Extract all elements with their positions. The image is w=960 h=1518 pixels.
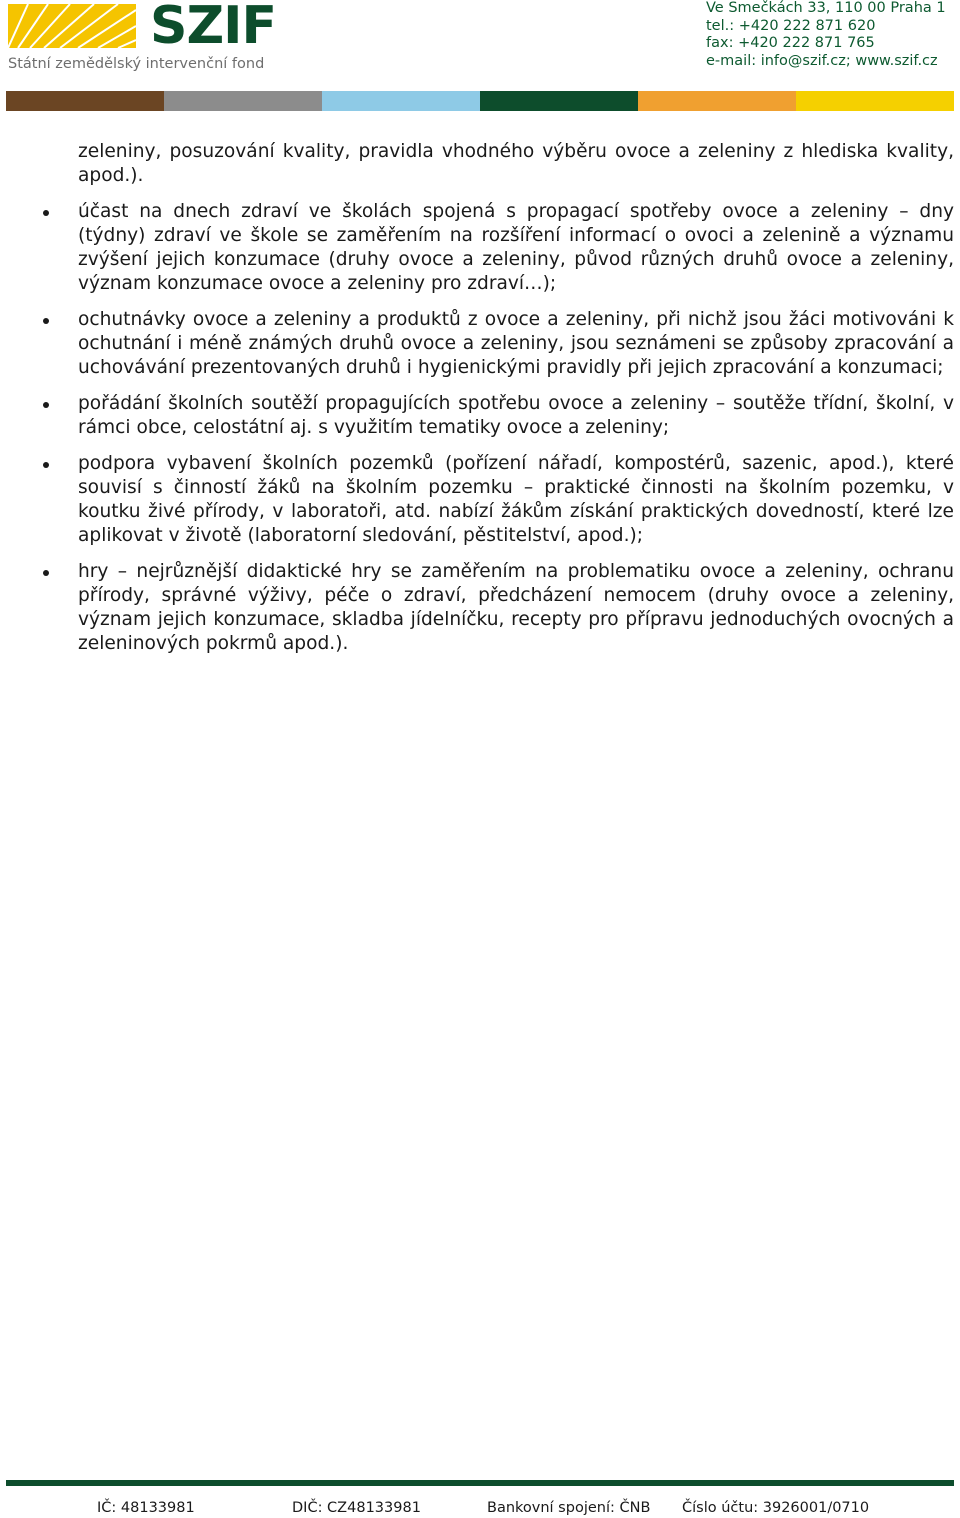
footer-dic: DIČ: CZ48133981 — [292, 1500, 421, 1516]
bullet-icon — [43, 462, 49, 468]
list-item — [78, 452, 954, 548]
list-item-text: ochutnávky ovoce a zeleniny a produktů z ovoce a zeleniny, při nichž jsou žáci motivováni k ochutnání i méně známých druhů ovoce a zeleniny, jsou seznámeni se způsoby zpracování a uchovávání prezentovaných druhů i hygienickými pravidly při jejich zpracování a konzumaci; — [78, 309, 954, 378]
color-segment-orange — [638, 91, 796, 111]
szif-field-logo-icon — [8, 4, 136, 48]
footer-ic: IČ: 48133981 — [97, 1500, 195, 1516]
list-item — [78, 392, 954, 440]
footer-divider — [6, 1480, 954, 1486]
header-color-bar — [6, 91, 954, 111]
list-item-text: pořádání školních soutěží propagujících spotřebu ovoce a zeleniny – soutěže třídní, školní, v rámci obce, celostátní aj. s využitím tematiky ovoce a zeleniny; — [78, 393, 954, 438]
list-item — [78, 308, 954, 380]
document-body — [78, 140, 954, 668]
list-item — [78, 200, 954, 296]
color-segment-gray — [164, 91, 322, 111]
list-item — [78, 560, 954, 656]
footer — [0, 1500, 960, 1518]
contact-email-web: e-mail: info@szif.cz; www.szif.cz — [706, 52, 938, 69]
szif-logo — [8, 2, 278, 74]
logo-wordmark: SZIF — [150, 0, 277, 56]
list-item-text: účast na dnech zdraví ve školách spojená s propagací spotřeby ovoce a zeleniny – dny (týdny) zdraví ve škole se zaměřením na rozšíření informací o ovoci a zelenině a významu zvýšení jejich konzumace (druhy ovoce a zeleniny, původ různých druhů ovoce a zeleniny, význam konzumace ovoce a zeleniny pro zdraví…); — [78, 201, 954, 294]
contact-phone: tel.: +420 222 871 620 — [706, 17, 876, 34]
list-item-text: hry – nejrůznější didaktické hry se zaměřením na problematiku ovoce a zeleniny, ochranu přírody, správné výživy, péče o zdraví, předcházení nemocem (druhy ovoce a zeleniny, význam jejich konzumace, skladba jídelníčku, recepty pro přípravu jednoduchých ovocných a zeleninových pokrmů apod.). — [78, 561, 954, 654]
logo-subtitle: Státní zemědělský intervenční fond — [8, 56, 265, 72]
contact-address: Ve Smečkách 33, 110 00 Praha 1 — [706, 0, 946, 16]
list-item-text: podpora vybavení školních pozemků (pořízení nářadí, kompostérů, sazenic, apod.), které souvisí s činností žáků na školním pozemku – praktické činnosti na školním pozemku, v koutku živé přírody, v laboratoři, atd. nabízí žákům získání praktických dovedností, které lze aplikovat v životě (laboratorní sledování, pěstitelství, apod.); — [78, 453, 954, 546]
bullet-icon — [43, 210, 49, 216]
color-segment-darkgreen — [480, 91, 638, 111]
color-segment-yellow — [796, 91, 954, 111]
footer-bank: Bankovní spojení: ČNB — [487, 1500, 651, 1516]
bullet-list — [78, 200, 954, 656]
contact-fax: fax: +420 222 871 765 — [706, 35, 875, 51]
intro-paragraph: zeleniny, posuzování kvality, pravidla vhodného výběru ovoce a zeleniny z hlediska kvality, apod.). — [78, 141, 954, 186]
color-segment-brown — [6, 91, 164, 111]
bullet-icon — [43, 570, 49, 576]
footer-account: Číslo účtu: 3926001/0710 — [682, 1500, 870, 1516]
bullet-icon — [43, 318, 49, 324]
bullet-icon — [43, 402, 49, 408]
contact-block — [706, 0, 960, 70]
color-segment-lightblue — [322, 91, 480, 111]
